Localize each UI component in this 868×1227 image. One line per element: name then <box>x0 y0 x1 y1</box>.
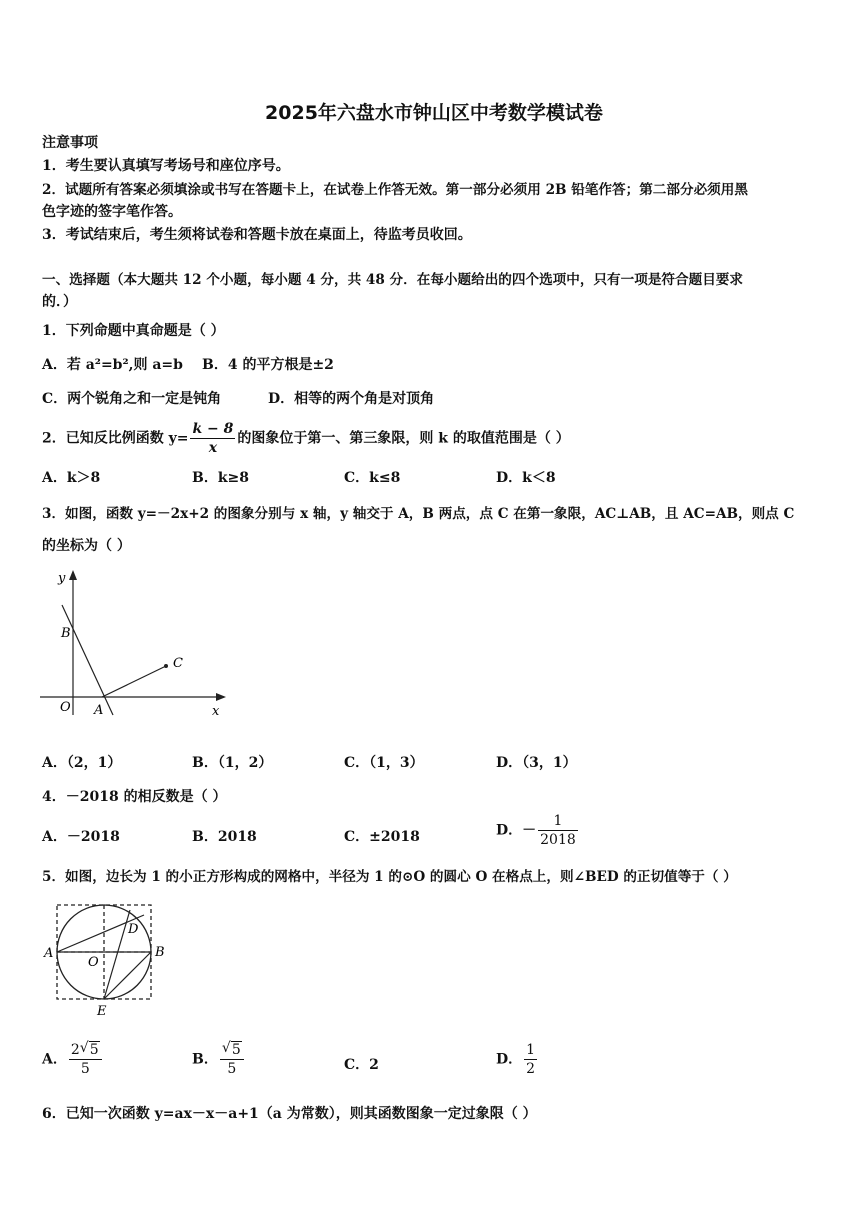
q3-segment-ac <box>102 666 166 697</box>
q3-point-c <box>164 664 168 668</box>
page-title: 2025年六盘水市钟山区中考数学模试卷 <box>265 102 603 124</box>
q3-y-arrow-icon <box>69 570 77 580</box>
q1-stem: 1．下列命题中真命题是（ ） <box>42 323 225 339</box>
q5-label-o: O <box>88 955 99 970</box>
q5-b-num <box>220 1041 244 1060</box>
notice-item-2: 2．试题所有答案必须填涂或书写在答题卡上，在试卷上作答无效。第一部分必须用 2B 铅笔作答；第二部分必须用黑 <box>42 182 748 198</box>
q2-option-c: C．k≤8 <box>344 470 401 486</box>
q5-label-e: E <box>97 1004 107 1019</box>
q4-option-d-label: D．－ <box>496 822 537 839</box>
q3-label-o: O <box>60 700 71 715</box>
q5-a-radicand: 5 <box>89 1042 99 1058</box>
q4-option-d-fraction <box>538 812 578 849</box>
q3-figure <box>38 565 233 725</box>
q5-b-den: 5 <box>227 1061 237 1077</box>
q5-label-b: B <box>155 945 165 960</box>
q4-d-den: 2018 <box>540 832 576 848</box>
q3-option-b: B．（1，2） <box>192 755 273 771</box>
q5-option-c: C．2 <box>344 1057 379 1073</box>
q2-option-a: A．k＞8 <box>42 470 101 486</box>
q2-fraction <box>190 420 235 457</box>
q5-option-a-label: A． <box>42 1051 67 1068</box>
section-line-1: 一、选择题（本大题共 12 个小题，每小题 4 分，共 48 分．在每小题给出的四个选项中，只有一项是符合题目要求 <box>42 272 743 288</box>
q4-option-d <box>496 812 580 849</box>
q2-stem-post: 的图象位于第一、第三象限，则 k 的取值范围是（ ） <box>237 430 570 447</box>
q3-label-b: B <box>61 626 71 641</box>
q6-stem: 6．已知一次函数 y=ax－x－a+1（a 为常数），则其函数图象一定过象限（ ） <box>42 1106 537 1122</box>
q5-d-den: 2 <box>526 1061 536 1077</box>
q5-a-den: 5 <box>80 1061 90 1077</box>
q4-option-a: A．－2018 <box>42 829 120 845</box>
q5-label-d: D <box>128 922 139 937</box>
q5-option-d-label: D． <box>496 1051 523 1068</box>
q3-option-d: D．（3，1） <box>496 755 577 771</box>
q3-option-a: A．（2，1） <box>42 755 122 771</box>
sqrt-icon: √ 5 <box>221 1040 241 1058</box>
q2-frac-num: k − 8 <box>192 421 234 437</box>
q2-stem-pre: 2．已知反比例函数 y= <box>42 430 189 447</box>
q3-label-c: C <box>173 656 183 671</box>
q4-option-b: B．2018 <box>192 829 257 845</box>
notice-heading: 注意事项 <box>42 135 98 151</box>
q1-option-a: A．若 a²=b²,则 a=b <box>42 357 183 373</box>
q5-b-radicand: 5 <box>231 1042 241 1058</box>
q3-label-a: A <box>94 703 104 718</box>
notice-item-1: 1．考生要认真填写考场号和座位序号。 <box>42 158 290 174</box>
q3-line-2: 的坐标为（ ） <box>42 538 131 554</box>
q4-option-c: C．±2018 <box>344 829 420 845</box>
q3-x-arrow-icon <box>216 693 226 701</box>
notice-item-3: 3．考试结束后，考生须将试卷和答题卡放在桌面上，待监考员收回。 <box>42 227 472 243</box>
q3-option-c: C．（1，3） <box>344 755 424 771</box>
q5-a-coef: 2 <box>70 1042 80 1058</box>
q5-figure <box>40 897 172 1019</box>
q5-option-a <box>42 1041 104 1078</box>
q2-option-b: B．k≥8 <box>192 470 250 486</box>
q3-line-1: 3．如图，函数 y=－2x+2 的图象分别与 x 轴，y 轴交于 A，B 两点，点 C 在第一象限，AC⊥AB，且 AC=AB，则点 C <box>42 506 795 522</box>
q3-label-y: y <box>58 571 66 586</box>
q5-label-a: A <box>44 946 54 961</box>
sqrt-icon: √ 5 <box>79 1040 99 1058</box>
section-line-2: 的．） <box>42 294 77 310</box>
q4-d-num: 1 <box>538 812 578 831</box>
q5-stem: 5．如图，边长为 1 的小正方形构成的网格中，半径为 1 的⊙O 的圆心 O 在格点上，则∠BED 的正切值等于（ ） <box>42 869 737 885</box>
q5-d-num: 1 <box>526 1042 536 1058</box>
q2-frac-den: x <box>208 440 218 456</box>
notice-item-2-cont: 色字迹的签字笔作答。 <box>42 204 182 220</box>
q5-option-d-fraction <box>524 1041 537 1078</box>
q5-option-b-fraction <box>220 1041 244 1078</box>
q1-option-d: D．相等的两个角是对顶角 <box>268 391 435 407</box>
q5-option-a-fraction <box>69 1041 102 1078</box>
q5-a-num <box>69 1041 102 1060</box>
q5-option-b-label: B． <box>192 1051 218 1068</box>
q1-option-b: B．4 的平方根是±2 <box>202 357 334 373</box>
q3-label-x: x <box>212 704 220 719</box>
q1-option-c: C．两个锐角之和一定是钝角 <box>42 391 222 407</box>
q4-stem: 4．－2018 的相反数是（ ） <box>42 789 227 805</box>
q2-option-d: D．k＜8 <box>496 470 556 486</box>
q3-line-ab <box>62 605 113 715</box>
q5-option-b <box>192 1041 246 1078</box>
q5-option-d <box>496 1041 539 1078</box>
q2-stem <box>42 420 570 457</box>
